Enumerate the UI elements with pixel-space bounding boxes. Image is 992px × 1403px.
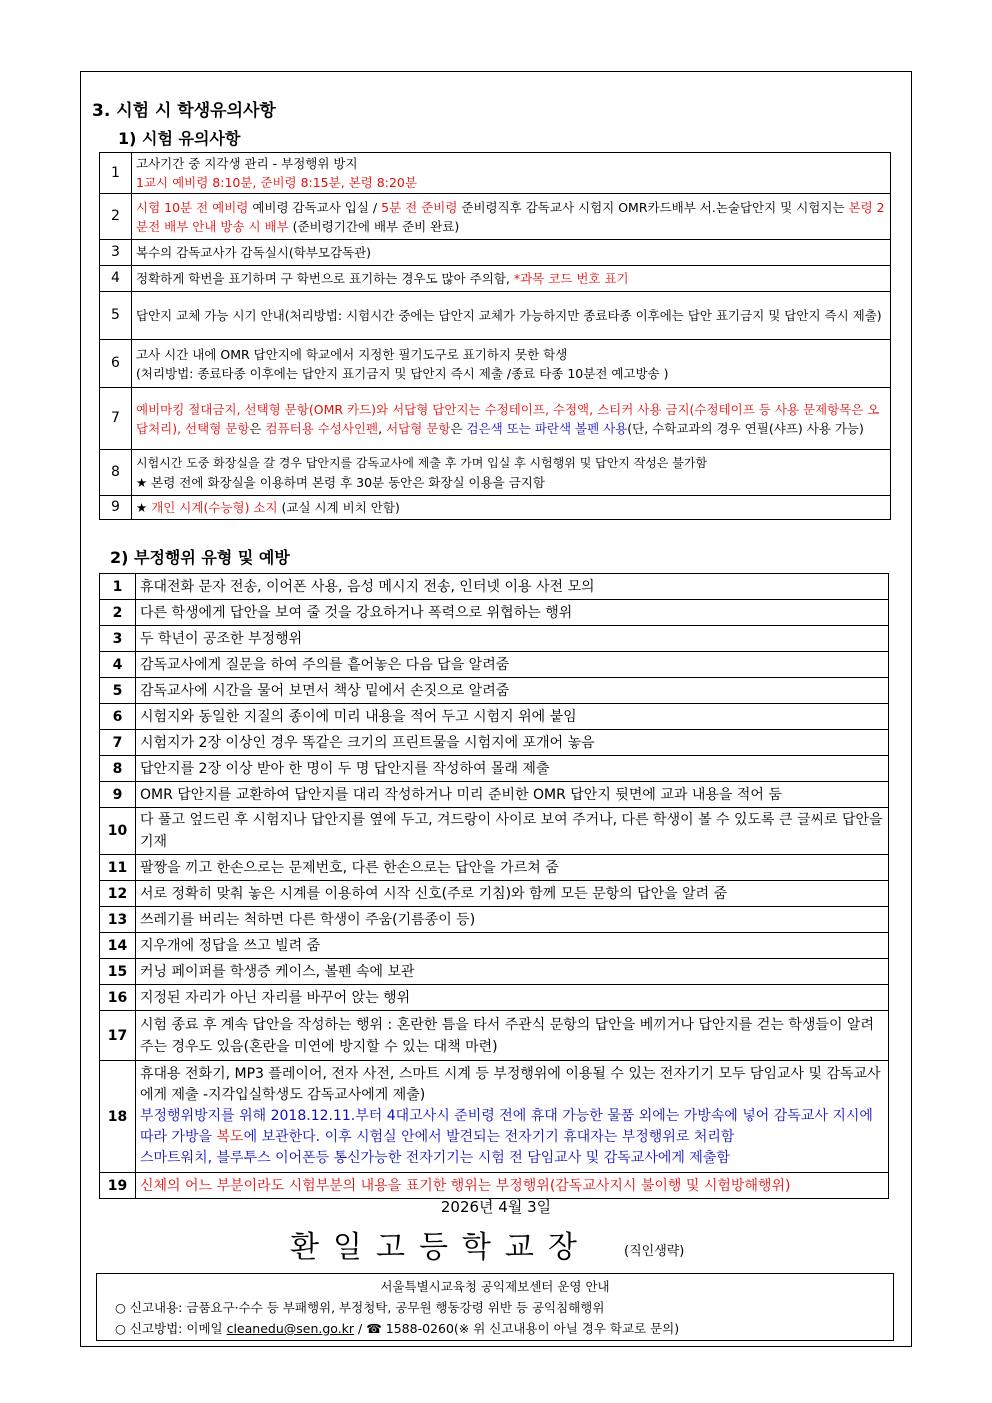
row-number: 1 <box>100 153 132 194</box>
row-number: 9 <box>100 496 132 520</box>
text-span: 은 <box>249 420 266 436</box>
row-number: 2 <box>100 600 136 626</box>
text-span: ★ <box>136 500 152 515</box>
row-number: 3 <box>100 626 136 652</box>
row-number: 12 <box>100 881 136 907</box>
subsection-title-notes: 1) 시험 유의사항 <box>118 129 241 148</box>
text-span: 서답형 문항 <box>386 420 451 436</box>
row-number: 8 <box>100 756 136 782</box>
whistleblower-notice-box <box>96 1273 894 1341</box>
text-span: ○ 신고방법: 이메일 <box>115 1321 227 1336</box>
table-row <box>100 266 891 292</box>
cheating-types-table <box>99 573 889 1199</box>
row-line: 고사기간 중 지각생 관리 - 부정행위 방지 <box>136 156 358 171</box>
table-row <box>100 240 891 266</box>
table-row <box>100 153 891 194</box>
row-text: 시험지가 2장 이상인 경우 똑같은 크기의 프린트물을 시험지에 포개어 놓음 <box>136 730 889 756</box>
row-text: 다 풀고 엎드린 후 시험지나 답안지를 옆에 두고, 겨드랑이 사이로 보여 주거나, 다른 학생이 볼 수 있도록 큰 글씨로 답안을 기재 <box>136 808 889 855</box>
text-span: 개인 시계(수능형) 소지 <box>151 500 278 515</box>
table-row <box>100 1173 889 1199</box>
row-number: 11 <box>100 855 136 881</box>
row-text: 신체의 어느 부분이라도 시험부분의 내용을 표기한 행위는 부정행위(감독교사지시 불이행 및 시험방해행위) <box>136 1173 889 1199</box>
row-text: 답안지를 2장 이상 받아 한 명이 두 명 답안지를 작성하여 몰래 제출 <box>136 756 889 782</box>
row-number: 9 <box>100 782 136 808</box>
text-span: 예비마킹 절대금지, 선택형 문항(OMR 카드)와 서답형 답안지는 수정테이프, 수정액, 스티커 사용 금지(수정테이프 등 사용 문제항목은 오답처리), 선택형 문항 <box>136 401 880 436</box>
row-number: 19 <box>100 1173 136 1199</box>
row-number: 4 <box>100 652 136 678</box>
row-text: 팔짱을 끼고 한손으로는 문제번호, 다른 한손으로는 답안을 가르쳐 줌 <box>136 855 889 881</box>
row-text <box>132 266 891 292</box>
row-number: 3 <box>100 240 132 266</box>
table-row <box>100 1011 889 1061</box>
row-text: 두 학년이 공조한 부정행위 <box>136 626 889 652</box>
table-row <box>100 1061 889 1173</box>
text-span: 준비령직후 감독교사 시험지 OMR카드배부 서.논술답안지 및 시험지는 <box>457 199 849 215</box>
table-row <box>100 730 889 756</box>
row-text: 휴대전화 문자 전송, 이어폰 사용, 음성 메시지 전송, 인터넷 이용 사전 모의 <box>136 574 889 600</box>
row-text: 커닝 페이퍼를 학생증 케이스, 볼펜 속에 보관 <box>136 959 889 985</box>
table-row <box>100 933 889 959</box>
row-text: 지정된 자리가 아닌 자리를 바꾸어 앉는 행위 <box>136 985 889 1011</box>
row-number: 5 <box>100 678 136 704</box>
table-row <box>100 907 889 933</box>
text-span: 컴퓨터용 수성사인펜 <box>265 420 379 436</box>
row-text: OMR 답안지를 교환하여 답안지를 대리 작성하거나 미리 준비한 OMR 답안지 뒷면에 교과 내용을 적어 둠 <box>136 782 889 808</box>
table-row <box>100 194 891 240</box>
table-row <box>100 340 891 388</box>
row-text: 답안지 교체 가능 시기 안내(처리방법: 시험시간 중에는 답안지 교체가 가능하지만 종료타종 이후에는 답안 표기금지 및 답안지 즉시 제출) <box>132 292 891 340</box>
row-text <box>132 340 891 388</box>
text-span: 예비령 감독교사 입실 / <box>248 199 382 215</box>
row-text <box>132 496 891 520</box>
row-line: (처리방법: 종료타종 이후에는 답안지 표기금지 및 답안지 즉시 제출 /종료 타종 10분전 예고방송 ) <box>136 365 669 381</box>
text-span: / ☎ 1588-0260 <box>354 1321 454 1336</box>
table-row <box>100 652 889 678</box>
row-number: 15 <box>100 959 136 985</box>
row-number: 6 <box>100 340 132 388</box>
table-row <box>100 959 889 985</box>
table-row <box>100 704 889 730</box>
row-text: 서로 정확히 맞춰 놓은 시계를 이용하여 시작 신호(주로 기침)와 함께 모든 문항의 답안을 알려 줌 <box>136 881 889 907</box>
row-line: 스마트워치, 블루투스 이어폰등 통신가능한 전자기기는 시험 전 담임교사 및 감독교사에게 제출함 <box>140 1150 730 1166</box>
row-text: 복수의 감독교사가 감독실시(학부모감독관) <box>132 240 891 266</box>
row-line: ★ 본령 전에 화장실을 이용하며 본령 후 30분 동안은 화장실 이용을 금지함 <box>136 474 545 490</box>
row-number: 4 <box>100 266 132 292</box>
text-span: 에 보관한다. 이후 시험실 안에서 발견되는 전자기기 휴대자는 부정행위로 처리함 <box>243 1129 735 1145</box>
notice-title: 서울특별시교육청 공익제보센터 운영 안내 <box>380 1279 610 1294</box>
text-span: 본령 2분전 배부 안내 방송 시 배부 <box>136 199 885 234</box>
row-number: 1 <box>100 574 136 600</box>
table-row <box>100 292 891 340</box>
document-date: 2026년 4월 3일 <box>440 1198 552 1216</box>
seal-omitted-note: (직인생략) <box>624 1244 685 1259</box>
row-text: 지우개에 정답을 쓰고 빌려 줌 <box>136 933 889 959</box>
subsection-title-cheating: 2) 부정행위 유형 및 예방 <box>110 548 290 567</box>
text-span: 정확하게 학번을 표기하며 구 학번으로 표기하는 경우도 많아 주의함, <box>136 271 514 286</box>
row-number: 17 <box>100 1011 136 1061</box>
text-span: (교실 시계 비치 안함) <box>277 500 400 515</box>
text-span: 복도 <box>216 1129 244 1145</box>
table-row <box>100 881 889 907</box>
row-number: 18 <box>100 1061 136 1173</box>
row-number: 8 <box>100 450 132 496</box>
notice-report-content: ○ 신고내용: 금품요구·수수 등 부패행위, 부정청탁, 공무원 행동강령 위반 등 공익침해행위 <box>115 1300 605 1315</box>
row-number: 7 <box>100 730 136 756</box>
row-line: 시험시간 도중 화장실을 갈 경우 답안지를 감독교사에 제출 후 가며 입실 후 시험행위 및 답안지 작성은 불가함 <box>136 455 708 470</box>
row-text: 시험지와 동일한 지질의 종이에 미리 내용을 적어 두고 시험지 위에 붙임 <box>136 704 889 730</box>
school-principal-signature: 환일고등학교장 <box>290 1230 591 1265</box>
row-line: 휴대용 전화기, MP3 플레이어, 전자 사전, 스마트 시계 등 부정행위에 이용될 수 있는 전자기기 모두 담임교사 및 감독교사에게 제출 -지각입실학생도 감독교사에게 제출) <box>140 1066 881 1103</box>
row-text: 시험 종료 후 계속 답안을 작성하는 행위 : 혼란한 틈을 타서 주관식 문항의 답안을 베끼거나 답안지를 걷는 학생들이 알려주는 경우도 있음(혼란을 미연에 방지할 수 있는 대책 마련) <box>136 1011 889 1061</box>
text-span: , <box>378 420 387 436</box>
row-number: 16 <box>100 985 136 1011</box>
exam-notes-table <box>99 152 891 520</box>
row-number: 5 <box>100 292 132 340</box>
row-text <box>136 1061 889 1173</box>
notice-report-method <box>115 1319 893 1337</box>
row-text <box>132 153 891 194</box>
text-span: (※ 위 신고내용이 아닐 경우 학교로 문의) <box>453 1321 680 1336</box>
row-text <box>132 450 891 496</box>
text-span: (단, 수학교과의 경우 연필(샤프) 사용 가능) <box>627 420 864 436</box>
table-row <box>100 985 889 1011</box>
table-row <box>100 808 889 855</box>
row-text: 쓰레기를 버리는 척하면 다른 학생이 주움(기름종이 등) <box>136 907 889 933</box>
table-row <box>100 388 891 450</box>
table-row <box>100 600 889 626</box>
row-text: 감독교사에 시간을 물어 보면서 책상 밑에서 손짓으로 알려줌 <box>136 678 889 704</box>
row-line: 1교시 예비령 8:10분, 준비령 8:15분, 본령 8:20분 <box>136 175 417 190</box>
text-span: 5분 전 준비령 <box>381 199 458 215</box>
table-row <box>100 496 891 520</box>
text-span: 시험 10분 전 예비령 <box>136 199 249 215</box>
row-number: 7 <box>100 388 132 450</box>
row-line <box>140 1106 884 1148</box>
row-number: 14 <box>100 933 136 959</box>
row-number: 2 <box>100 194 132 240</box>
row-number: 13 <box>100 907 136 933</box>
table-row <box>100 626 889 652</box>
row-text <box>132 388 891 450</box>
table-row <box>100 574 889 600</box>
table-row <box>100 450 891 496</box>
row-text <box>132 194 891 240</box>
text-span: (준비령기간에 배부 준비 완료) <box>288 218 460 234</box>
text-span: 검은색 또는 파란색 볼펜 사용 <box>466 420 628 436</box>
text-span: *과목 코드 번호 표기 <box>513 271 629 286</box>
row-number: 10 <box>100 808 136 855</box>
row-number: 6 <box>100 704 136 730</box>
text-span: 은 <box>450 420 467 436</box>
row-text: 다른 학생에게 답안을 보여 줄 것을 강요하거나 폭력으로 위협하는 행위 <box>136 600 889 626</box>
table-row <box>100 782 889 808</box>
email-link[interactable]: cleanedu@sen.go.kr <box>226 1321 355 1336</box>
table-row <box>100 855 889 881</box>
row-text: 감독교사에게 질문을 하여 주의를 흩어놓은 다음 답을 알려줌 <box>136 652 889 678</box>
table-row <box>100 756 889 782</box>
row-line: 고사 시간 내에 OMR 답안지에 학교에서 지정한 필기도구로 표기하지 못한 학생 <box>136 346 568 362</box>
table-row <box>100 678 889 704</box>
text-span: 부정행위방지를 위해 2018.12.11.부터 4대고사시 준비령 전에 휴대 가능한 물품 외에는 가방속에 넣어 감독교사 지시에 따라 가방을 <box>140 1108 873 1145</box>
section-title: 3. 시험 시 학생유의사항 <box>92 101 276 121</box>
